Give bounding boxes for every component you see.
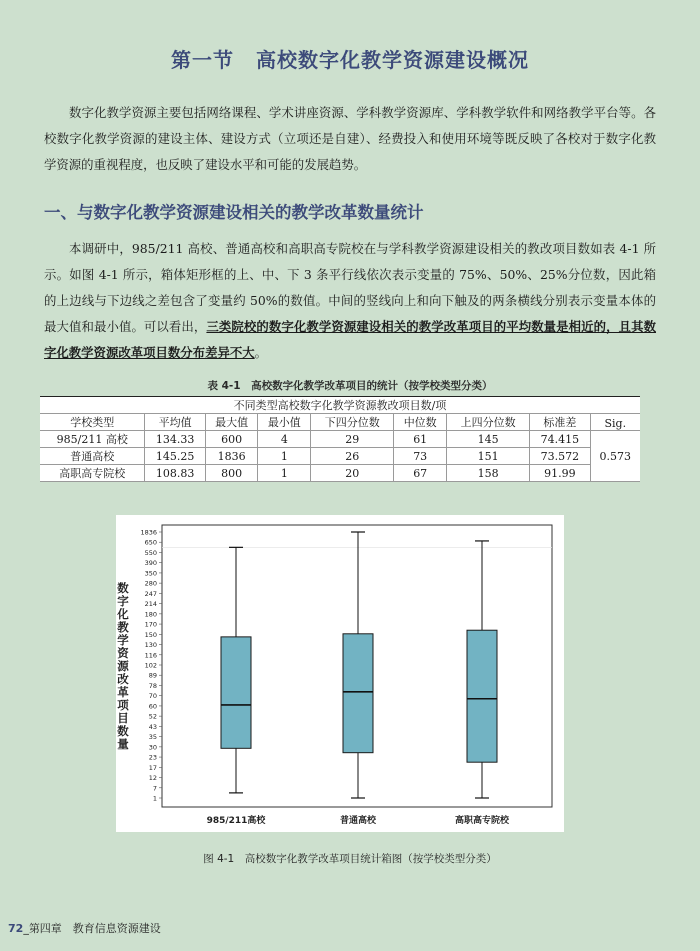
box-body <box>221 637 251 748</box>
x-category-label: 普通高校 <box>339 816 377 826</box>
table-row <box>40 431 640 448</box>
table-cell: 20 <box>311 465 394 482</box>
table-cell: 61 <box>394 431 447 448</box>
table-cell: 74.415 <box>530 431 590 448</box>
y-axis-label-char: 量 <box>117 737 129 751</box>
y-tick-label: 1 <box>152 794 157 803</box>
y-tick-label: 7 <box>152 784 157 793</box>
col-header: 下四分位数 <box>311 414 394 431</box>
table-cell: 1836 <box>205 448 258 465</box>
page-footer: 72_第四章 教育信息资源建设 <box>8 922 161 935</box>
intro-paragraph: 数字化教学资源主要包括网络课程、学术讲座资源、学科教学资源库、学科教学软件和网络教学平台等。各校数字化教学资源的建设主体、建设方式（立项还是自建）、经费投入和使用环境等既反映了各校对于数字化教学资源的重视程度，也反映了建设水平和可能的发展趋势。 <box>44 105 656 172</box>
y-axis-label-char: 学 <box>117 633 129 647</box>
y-tick-label: 130 <box>144 641 157 650</box>
section-number: 第一节 <box>171 48 234 72</box>
col-header: 最大值 <box>205 414 258 431</box>
y-tick-label: 247 <box>144 589 157 598</box>
y-axis-label-char: 化 <box>117 607 129 621</box>
y-axis-label-char: 源 <box>117 659 129 673</box>
y-tick-label: 78 <box>148 681 157 690</box>
y-axis-label-char: 教 <box>117 620 129 634</box>
table-cell: 29 <box>311 431 394 448</box>
y-axis-label-char: 项 <box>117 698 129 712</box>
y-axis-label-char: 数 <box>117 581 129 595</box>
box-plot-chart <box>116 515 564 832</box>
body-paragraph <box>44 236 656 366</box>
table-row <box>40 448 640 465</box>
y-axis-label-char: 目 <box>117 711 129 725</box>
table-cell: 985/211 高校 <box>40 431 145 448</box>
col-header: 最小值 <box>258 414 311 431</box>
y-axis-label-char: 改 <box>117 672 129 686</box>
y-axis-label-char: 资 <box>117 646 129 660</box>
col-header: 学校类型 <box>40 414 145 431</box>
emphasis-text: 三类院校的数字化教学资源建设相关的教学改革项目的平均数量是相近的，且其数字化教学资源改革项目数分布差异不大 <box>44 319 657 360</box>
y-tick-label: 170 <box>144 620 157 629</box>
y-tick-label: 116 <box>144 651 157 660</box>
figure-caption: 图 4-1 高校数字化教学改革项目统计箱图（按学校类型分类） <box>203 853 497 865</box>
table-cell: 高职高专院校 <box>40 465 145 482</box>
page-number: 72 <box>8 922 24 935</box>
y-axis-label-char: 革 <box>117 685 129 699</box>
col-header: Sig. <box>590 414 640 431</box>
body-end: 。 <box>254 345 268 360</box>
y-tick-label: 102 <box>144 661 157 670</box>
col-header: 标准差 <box>530 414 590 431</box>
y-axis-label-char: 字 <box>117 594 129 608</box>
table-cell: 普通高校 <box>40 448 145 465</box>
y-tick-label: 350 <box>144 569 157 578</box>
sig-value: 0.573 <box>590 431 640 482</box>
y-tick-label: 23 <box>148 753 157 762</box>
table-cell: 145 <box>447 431 530 448</box>
x-category-label: 985/211高校 <box>206 816 266 826</box>
body-text: 本调研中，985/211 高校、普通高校和高职高专院校在与学科教学资源建设相关的教改项目数如表 4-1 所示。如图 4-1 所示，箱体矩形框的上、中、下 3 条平行线依次表示变量的 75%、50%、25%分位数，因此箱的上边线与下边线之差包含了变量约 50%的数值。中间的竖线向上和向下触及的两条横线分别表示变量本体的最大值和最小值。可以看出， <box>44 241 656 334</box>
table-cell: 145.25 <box>145 448 205 465</box>
col-header: 上四分位数 <box>447 414 530 431</box>
y-tick-label: 30 <box>148 743 157 752</box>
table-cell: 134.33 <box>145 431 205 448</box>
y-tick-label: 650 <box>144 538 157 547</box>
box-plot-figure <box>116 515 564 832</box>
table-header-row <box>40 414 640 431</box>
table-cell: 73 <box>394 448 447 465</box>
table-row <box>40 465 640 482</box>
y-tick-label: 89 <box>148 671 157 680</box>
table-cell: 108.83 <box>145 465 205 482</box>
section-heading: 高校数字化教学资源建设概况 <box>256 48 529 72</box>
table-cell: 91.99 <box>530 465 590 482</box>
box-body <box>343 634 373 753</box>
stats-table <box>40 396 640 482</box>
table-cell: 73.572 <box>530 448 590 465</box>
table-cell: 1 <box>258 465 311 482</box>
y-tick-label: 180 <box>144 610 157 619</box>
y-tick-label: 52 <box>148 712 157 721</box>
table-cell: 1 <box>258 448 311 465</box>
y-tick-label: 43 <box>148 722 157 731</box>
table-cell: 67 <box>394 465 447 482</box>
table-cell: 4 <box>258 431 311 448</box>
y-tick-label: 12 <box>148 774 157 783</box>
x-category-label: 高职高专院校 <box>454 816 510 826</box>
y-tick-label: 70 <box>148 692 157 701</box>
table-cell: 158 <box>447 465 530 482</box>
table-cell: 26 <box>311 448 394 465</box>
subheading: 一、与数字化教学资源建设相关的教学改革数量统计 <box>44 203 424 222</box>
y-tick-label: 17 <box>148 763 157 772</box>
y-tick-label: 390 <box>144 559 157 568</box>
y-tick-label: 35 <box>148 733 157 742</box>
chapter-title: 第四章 教育信息资源建设 <box>28 922 161 935</box>
y-tick-label: 280 <box>144 579 157 588</box>
table-cell: 800 <box>205 465 258 482</box>
col-header: 中位数 <box>394 414 447 431</box>
y-axis-label-char: 数 <box>117 724 129 738</box>
table-group-header: 不同类型高校数字化教学资源教改项目数/项 <box>40 397 640 414</box>
y-tick-label: 550 <box>144 548 157 557</box>
box-body <box>467 630 497 762</box>
table-caption: 表 4-1 高校数字化教学改革项目的统计（按学校类型分类） <box>207 380 493 392</box>
table-cell: 151 <box>447 448 530 465</box>
table-cell: 600 <box>205 431 258 448</box>
y-tick-label: 214 <box>144 600 157 609</box>
y-tick-label: 150 <box>144 630 157 639</box>
section-title <box>0 44 700 73</box>
y-tick-label: 60 <box>148 702 157 711</box>
y-tick-label: 1836 <box>140 528 157 537</box>
col-header: 平均值 <box>145 414 205 431</box>
table-group-header-row <box>40 397 640 414</box>
